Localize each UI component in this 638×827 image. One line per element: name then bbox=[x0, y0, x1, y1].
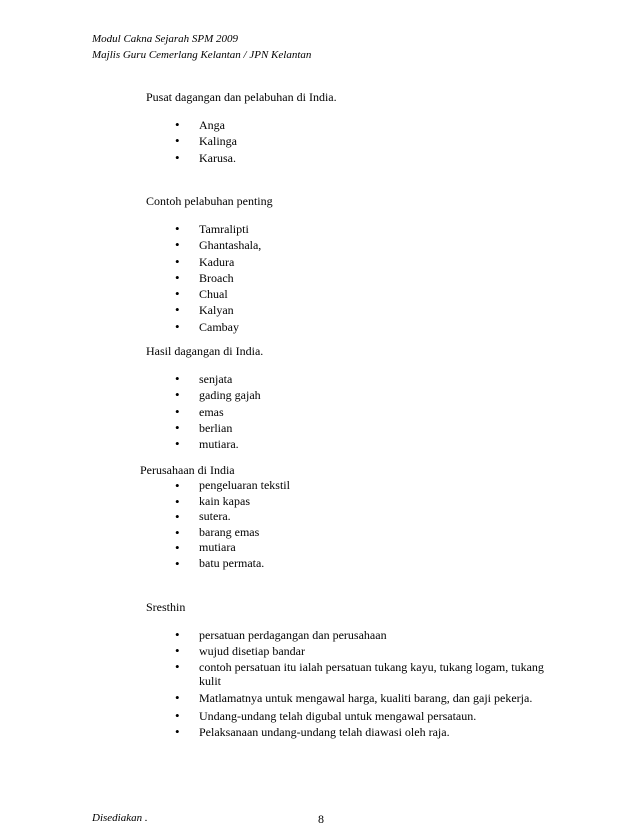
section-heading: Hasil dagangan di India. bbox=[146, 344, 264, 358]
list-item: • Cambay bbox=[175, 319, 261, 335]
list-item: • gading gajah bbox=[175, 387, 261, 403]
bullet-list bbox=[175, 478, 290, 572]
section-heading: Pusat dagangan dan pelabuhan di India. bbox=[146, 90, 337, 104]
bullet-list bbox=[175, 221, 261, 335]
section-heading: Sresthin bbox=[146, 600, 186, 614]
header-subtitle: Majlis Guru Cemerlang Kelantan / JPN Kelantan bbox=[92, 49, 312, 61]
list-item: • wujud disetiap bandar bbox=[175, 643, 550, 659]
list-item: • Karusa. bbox=[175, 150, 237, 166]
bullet-list bbox=[175, 371, 261, 452]
list-item: • Ghantashala, bbox=[175, 237, 261, 253]
list-item: • mutiara bbox=[175, 540, 290, 556]
list-item: • Kadura bbox=[175, 254, 261, 270]
list-item: • berlian bbox=[175, 420, 261, 436]
list-item: • pengeluaran tekstil bbox=[175, 478, 290, 494]
list-item: • Matlamatnya untuk mengawal harga, kualiti barang, dan gaji pekerja. bbox=[175, 691, 550, 708]
list-item: • Anga bbox=[175, 117, 237, 133]
list-item: • Undang-undang telah digubal untuk mengawal persataun. bbox=[175, 708, 550, 724]
list-item: • mutiara. bbox=[175, 436, 261, 452]
section-heading: Perusahaan di India bbox=[140, 463, 235, 477]
footer-prepared-by: Disediakan . bbox=[92, 812, 148, 824]
list-item: • Tamralipti bbox=[175, 221, 261, 237]
bullet-list bbox=[175, 627, 550, 741]
list-item: • kain kapas bbox=[175, 494, 290, 510]
header-title: Modul Cakna Sejarah SPM 2009 bbox=[92, 33, 239, 45]
list-item: • Kalinga bbox=[175, 133, 237, 149]
list-item: • Pelaksanaan undang-undang telah diawasi oleh raja. bbox=[175, 724, 550, 740]
page-number: 8 bbox=[318, 812, 324, 826]
list-item: • emas bbox=[175, 404, 261, 420]
list-item: • sutera. bbox=[175, 509, 290, 525]
list-item: • Chual bbox=[175, 286, 261, 302]
list-item: • barang emas bbox=[175, 525, 290, 541]
bullet-list bbox=[175, 117, 237, 166]
section-heading: Contoh pelabuhan penting bbox=[146, 194, 273, 208]
list-item: • batu permata. bbox=[175, 556, 290, 572]
list-item: • Broach bbox=[175, 270, 261, 286]
list-item: • persatuan perdagangan dan perusahaan bbox=[175, 627, 550, 643]
list-item: • Kalyan bbox=[175, 302, 261, 318]
list-item: • senjata bbox=[175, 371, 261, 387]
list-item: • contoh persatuan itu ialah persatuan tukang kayu, tukang logam, tukang kulit bbox=[175, 660, 550, 692]
